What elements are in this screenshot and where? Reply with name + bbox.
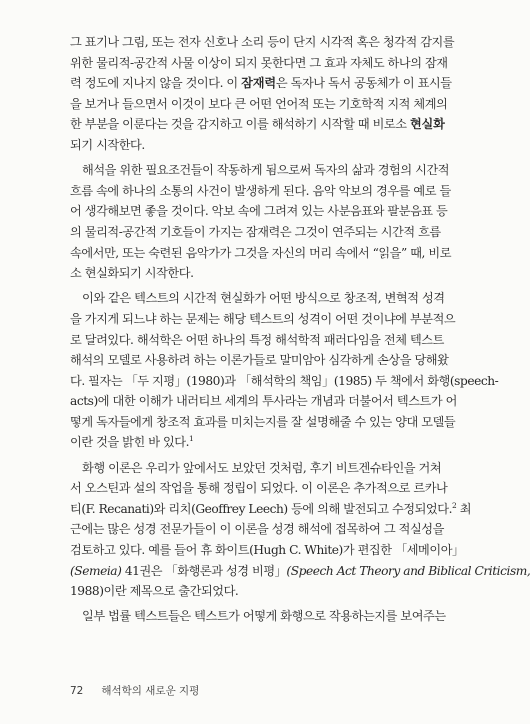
text-segment: 41권은 「화행론과 성경 비평」	[121, 563, 287, 578]
text-line: 해석을 위한 필요조건들이 작동하게 됨으로써 독자의 삶과 경험의 시간적	[82, 163, 450, 178]
text-line: 을 가지게 되느냐 하는 문제는 해당 텍스트의 성격이 어떤 것이냐에 부분적으	[70, 311, 456, 326]
footnote-marker-1: 1	[189, 434, 194, 444]
text-segment: 력 정도에 지나지 않을 것이다. 이	[70, 76, 242, 91]
text-segment: 최	[456, 501, 472, 516]
text-line: 검토하고 있다. 예를 들어 휴 화이트(Hugh C. White)가 편집한 「세메이아」	[70, 543, 464, 558]
bold-term-actualization: 현실화	[409, 117, 445, 132]
page-number: 72	[70, 685, 84, 697]
text-line: 흐름 속에 하나의 소통의 사건이 발생하게 된다. 음악 악보의 경우를 예로 들	[70, 183, 451, 198]
text-line: 어 생각해보면 좋을 것이다. 악보 속에 그려져 있는 사분음표와 팔분음표 등	[70, 204, 448, 219]
text-line	[70, 432, 432, 453]
text-line: 떻게 독자들에게 창조적 효과를 미치는지를 잘 설명해줄 수 있는 양대 모델들	[70, 414, 456, 429]
text-line: 일부 법률 텍스트들은 텍스트가 어떻게 화행으로 작용하는지를 보여주는	[82, 609, 446, 624]
page-footer	[70, 683, 199, 698]
text-line: 그 표기나 그림, 또는 전자 신호나 소리 등이 단지 시각적 혹은 청각적 감지를	[70, 35, 455, 49]
text-line: 화행 이론은 우리가 앞에서도 보았던 것처럼, 후기 비트겐슈타인을 거쳐	[82, 460, 442, 475]
text-line	[70, 499, 472, 520]
text-line: 로 달려있다. 해석학은 어떤 하나의 특정 해석학적 패러다임을 전체 텍스트	[70, 332, 444, 347]
text-line: 의 물리적-공간적 기호들이 가지는 잠재력은 그것이 연주되는 시간적 흐름	[70, 224, 441, 239]
text-line: 이와 같은 텍스트의 시간적 현실화가 어떤 방식으로 창조적, 변혁적 성격	[82, 291, 445, 306]
text-line: 서 오스틴과 설의 작업을 통해 정립이 되었다. 이 이론은 추가적으로 르카나	[70, 481, 448, 496]
text-segment: 이란 것을 밝힌 바 있다.	[70, 435, 190, 450]
text-line: 소 현실화되기 시작한다.	[70, 266, 194, 281]
paragraph-2	[70, 160, 452, 284]
italic-title-speech-act: (Speech Act Theory and Biblical Criticism,	[286, 563, 530, 578]
paragraph-5	[70, 606, 446, 627]
bold-term-potential: 잠재력	[241, 76, 276, 91]
text-line	[70, 561, 530, 582]
paragraph-4	[70, 458, 530, 602]
text-segment: 티(F. Recanati)와 리치(Geoffrey Leech) 등에 의해 발전되고 수정되었다.	[70, 501, 453, 516]
text-line: 속에서만, 또는 숙련된 음악가가 그것을 자신의 머리 속에서 “읽을” 때, 비로	[70, 245, 452, 260]
text-line	[70, 114, 445, 135]
text-line: acts)에 대한 이해가 내러티브 세계의 투사라는 개념과 더불어서 텍스트가 어	[70, 394, 457, 409]
footnote-marker-2: 2	[452, 500, 457, 510]
paragraph-3	[70, 288, 499, 453]
text-line	[70, 73, 452, 94]
text-line: 1988)이란 제목으로 출간되었다.	[70, 584, 239, 599]
text-segment: 한 부분을 이룬다는 것을 감지하고 이를 해석하기 시작할 때 비로소	[70, 117, 410, 132]
paragraph-1	[70, 32, 455, 156]
text-line: 위한 물리적-공간적 사물 이상이 되지 못한다면 그 효과 자체도 하나의 잠재	[70, 55, 448, 70]
body-text	[70, 32, 530, 627]
text-line: 다. 필자는 「두 지평」(1980)과 「해석학의 책임」(1985) 두 책에서 화행(speech-	[70, 373, 499, 388]
text-segment: 은 독자나 독서 공동체가 이 표시들	[275, 76, 452, 91]
text-line: 근에는 많은 성경 전문가들이 이 이론을 성경 해석에 접목하여 그 적실성을	[70, 522, 444, 537]
italic-title-semeia: (Semeia)	[70, 563, 122, 578]
text-line: 되기 시작한다.	[70, 137, 145, 152]
text-line: 을 보거나 들으면서 이것이 보다 큰 어떤 언어적 또는 기호학적 지적 체계의	[70, 96, 448, 111]
running-title: 해석학의 새로운 지평	[101, 685, 200, 697]
text-line: 해석의 모델로 사용하려 하는 이론가들로 말미암아 심각하게 손상을 당해왔	[70, 353, 449, 368]
